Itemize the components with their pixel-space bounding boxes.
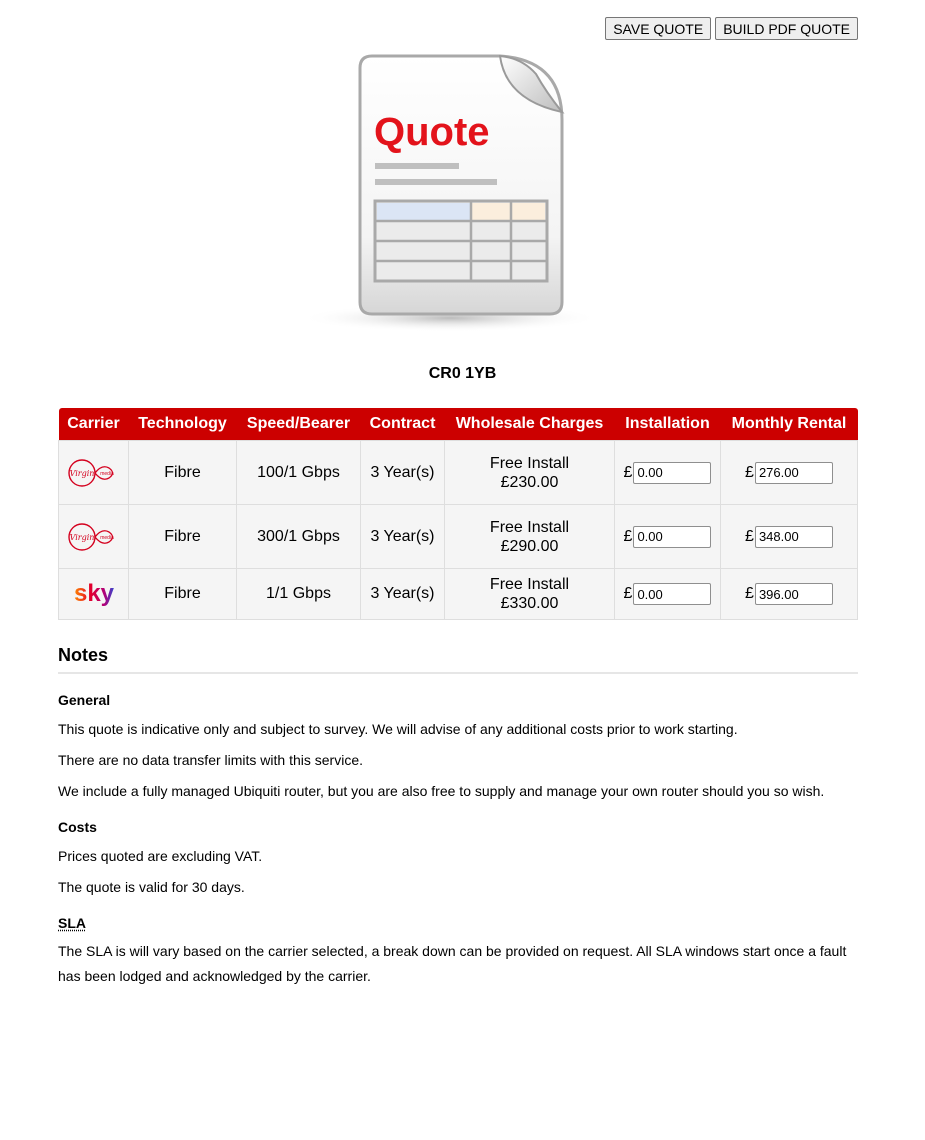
svg-text:Virgin: Virgin bbox=[69, 468, 94, 478]
header-speed: Speed/Bearer bbox=[237, 408, 361, 441]
header-carrier: Carrier bbox=[59, 408, 129, 441]
header-technology: Technology bbox=[129, 408, 237, 441]
sla-note: The SLA is will vary based on the carrier selected, a break down can be provided on request. All SLA windows start once a fault has been lodged and acknowledged by the carrier. bbox=[58, 943, 847, 984]
monthly-rental-input[interactable] bbox=[755, 526, 833, 548]
speed-cell: 1/1 Gbps bbox=[237, 569, 361, 620]
currency-symbol: £ bbox=[745, 585, 754, 602]
speed-cell: 300/1 Gbps bbox=[237, 505, 361, 569]
svg-text:Virgin: Virgin bbox=[69, 532, 94, 542]
header-wholesale-charges: Wholesale Charges bbox=[445, 408, 615, 441]
installation-cell bbox=[615, 505, 721, 569]
toolbar bbox=[605, 17, 858, 40]
technology-cell: Fibre bbox=[129, 569, 237, 620]
quote-document-icon bbox=[300, 50, 600, 340]
installation-input[interactable] bbox=[633, 526, 711, 548]
header-monthly-rental: Monthly Rental bbox=[721, 408, 858, 441]
general-note: We include a fully managed Ubiquiti router, but you are also free to supply and manage your own router should you so wish. bbox=[58, 783, 825, 799]
costs-heading: Costs bbox=[58, 819, 97, 835]
virgin-media-logo bbox=[68, 456, 120, 490]
currency-symbol: £ bbox=[623, 585, 633, 602]
monthly-rental-input[interactable] bbox=[755, 583, 833, 605]
sla-block bbox=[58, 915, 858, 989]
currency-symbol: £ bbox=[623, 463, 633, 481]
sky-logo bbox=[69, 579, 119, 609]
technology-cell: Fibre bbox=[129, 441, 237, 505]
carrier-cell bbox=[59, 441, 129, 505]
currency-symbol: £ bbox=[745, 463, 754, 481]
general-heading: General bbox=[58, 692, 111, 708]
charge-line-install: Free Install bbox=[489, 518, 570, 536]
charge-line-install: Free Install bbox=[489, 576, 570, 593]
installation-input[interactable] bbox=[633, 583, 711, 605]
monthly-rental-input[interactable] bbox=[755, 462, 833, 484]
quote-table bbox=[58, 408, 858, 620]
header-installation: Installation bbox=[615, 408, 721, 441]
save-quote-button[interactable]: SAVE QUOTE bbox=[605, 17, 711, 40]
charge-line-amount: £290.00 bbox=[500, 537, 559, 555]
installation-cell bbox=[615, 441, 721, 505]
contract-cell: 3 Year(s) bbox=[361, 505, 445, 569]
installation-input[interactable] bbox=[633, 462, 711, 484]
postcode: CR0 1YB bbox=[428, 365, 497, 382]
speed-cell: 100/1 Gbps bbox=[237, 441, 361, 505]
contract-cell: 3 Year(s) bbox=[361, 441, 445, 505]
wholesale-charges-cell bbox=[445, 505, 615, 569]
wholesale-charges-cell bbox=[445, 569, 615, 620]
monthly-rental-cell bbox=[721, 569, 858, 620]
currency-symbol: £ bbox=[623, 527, 633, 545]
charge-line-amount: £330.00 bbox=[500, 595, 559, 612]
costs-note: The quote is valid for 30 days. bbox=[58, 879, 245, 895]
header-contract: Contract bbox=[361, 408, 445, 441]
general-note: There are no data transfer limits with this service. bbox=[58, 752, 364, 768]
costs-note: Prices quoted are excluding VAT. bbox=[58, 848, 263, 864]
virgin-media-logo bbox=[68, 520, 120, 554]
charge-line-amount: £230.00 bbox=[500, 473, 559, 491]
sla-heading: SLA bbox=[58, 915, 86, 931]
monthly-rental-cell bbox=[721, 505, 858, 569]
quote-icon-label: Quote bbox=[374, 110, 490, 154]
technology-cell: Fibre bbox=[129, 505, 237, 569]
monthly-rental-cell bbox=[721, 441, 858, 505]
contract-cell: 3 Year(s) bbox=[361, 569, 445, 620]
table-header-row bbox=[59, 408, 858, 441]
currency-symbol: £ bbox=[745, 527, 754, 545]
wholesale-charges-cell bbox=[445, 441, 615, 505]
svg-text:media: media bbox=[99, 534, 114, 541]
notes-title: Notes bbox=[58, 645, 858, 674]
table-row bbox=[59, 505, 858, 569]
carrier-cell bbox=[59, 505, 129, 569]
general-note: This quote is indicative only and subject to survey. We will advise of any additional costs prior to work starting. bbox=[58, 721, 738, 737]
svg-text:media: media bbox=[99, 470, 114, 477]
installation-cell bbox=[615, 569, 721, 620]
carrier-cell bbox=[59, 569, 129, 620]
build-pdf-quote-button[interactable]: BUILD PDF QUOTE bbox=[715, 17, 858, 40]
notes-section bbox=[58, 645, 858, 1001]
svg-text:sky: sky bbox=[73, 580, 114, 607]
charge-line-install: Free Install bbox=[489, 454, 570, 472]
table-row bbox=[59, 441, 858, 505]
table-row bbox=[59, 569, 858, 620]
